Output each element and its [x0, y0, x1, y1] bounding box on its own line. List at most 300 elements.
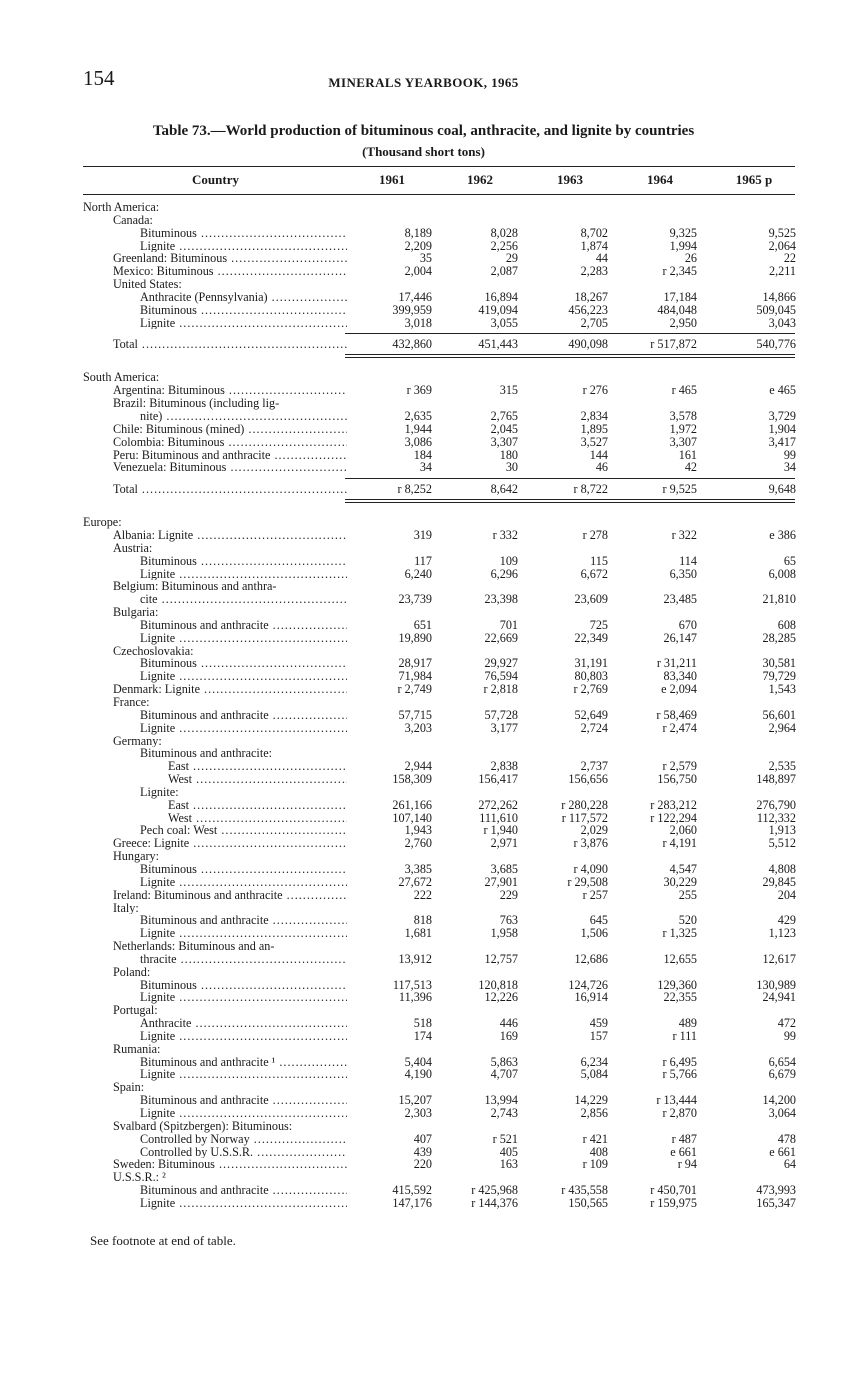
- cell-1964: 114: [679, 553, 697, 568]
- cell-1961: 432,860: [392, 337, 432, 352]
- cell-1961: 407: [413, 1131, 432, 1146]
- cell-1962: 701: [499, 617, 518, 632]
- row-label: Bituminous and anthracite .....: [140, 619, 347, 632]
- cell-1961: 8,189: [404, 225, 432, 240]
- group-row: [0, 786, 847, 799]
- table-row: [0, 683, 847, 696]
- column-header-country: Country: [192, 172, 239, 187]
- cell-1961: 11,396: [398, 990, 432, 1005]
- cell-1961: 651: [413, 617, 432, 632]
- table-row: [0, 227, 847, 240]
- cell-1961: 117,513: [392, 977, 432, 992]
- cell-1961: 6,240: [404, 566, 432, 581]
- cell-1965-p: 148,897: [756, 772, 796, 787]
- cell-1961: 2,944: [404, 759, 432, 774]
- row-label: Lignite .....: [140, 1030, 347, 1043]
- cell-1963: 44: [595, 251, 608, 266]
- cell-1965-p: 429: [777, 913, 796, 928]
- row-label: Bituminous .....: [140, 863, 347, 876]
- cell-1962: 109: [499, 553, 518, 568]
- group-label: Belgium: Bituminous and anthra-: [113, 580, 277, 594]
- cell-1963: 408: [589, 1144, 608, 1159]
- total-top-rule: [345, 478, 795, 479]
- cell-1963: 18,267: [574, 289, 608, 304]
- cell-1962: 2,743: [490, 1106, 518, 1120]
- table-row: [0, 632, 847, 645]
- cell-1962: 3,055: [490, 315, 518, 330]
- cell-1964: 156,750: [657, 772, 697, 787]
- row-label: Lignite .....: [140, 670, 347, 683]
- cell-1961: 415,592: [392, 1183, 432, 1198]
- cell-1965-p: 14,200: [762, 1093, 796, 1108]
- cell-1961: 158,309: [392, 772, 432, 787]
- row-label: Lignite .....: [140, 1107, 347, 1120]
- table-caption: Table 73.—World production of bituminous coal, anthracite, and lignite by countries: [152, 123, 695, 139]
- row-label: Anthracite .....: [140, 1017, 347, 1030]
- cell-1964: 161: [678, 447, 697, 462]
- cell-1963: 2,834: [580, 408, 608, 423]
- cell-1964: 83,340: [663, 669, 697, 684]
- cell-1961: 184: [413, 447, 432, 462]
- cell-1961: 1,943: [404, 823, 432, 838]
- running-title: MINERALS YEARBOOK, 1965: [328, 75, 519, 90]
- cell-1962: 57,728: [484, 707, 518, 722]
- cell-1962: 3,685: [490, 861, 518, 876]
- cell-1964: e 2,094: [661, 682, 697, 697]
- cell-1961: 107,140: [392, 810, 432, 825]
- cell-1964: 670: [678, 617, 697, 632]
- cell-1963: 645: [589, 913, 608, 928]
- cell-1964: r 9,525: [662, 482, 697, 497]
- cell-1964: 1,972: [669, 421, 697, 436]
- cell-1961: 319: [413, 528, 432, 543]
- cell-1962: 29,927: [484, 656, 518, 671]
- cell-1965-p: 24,941: [762, 990, 796, 1005]
- group-label: Poland:: [113, 965, 151, 979]
- table-row: [0, 291, 847, 304]
- cell-1964: 12,655: [663, 951, 697, 966]
- row-label: Ireland: Bituminous and anthracite .....: [113, 889, 347, 902]
- cell-1962: 22,669: [484, 630, 518, 645]
- cell-1962: 12,226: [484, 990, 518, 1005]
- cell-1963: 80,803: [574, 669, 608, 684]
- cell-1964: 484,048: [657, 302, 697, 317]
- row-label: Controlled by U.S.S.R. .....: [140, 1146, 347, 1159]
- cell-1965-p: 2,535: [768, 759, 796, 774]
- group-label: Portugal:: [113, 1004, 158, 1018]
- table-row: [0, 593, 847, 606]
- cell-1964: r 322: [671, 528, 697, 543]
- cell-1964: r 2,345: [662, 264, 697, 279]
- row-label: Chile: Bituminous (mined) .....: [113, 423, 347, 436]
- group-label: France:: [113, 696, 150, 709]
- cell-1965-p: 65: [783, 553, 796, 568]
- cell-1964: r 2,579: [662, 759, 697, 774]
- row-label: Bituminous and anthracite ¹ .....: [140, 1056, 347, 1069]
- cell-1961: 399,959: [392, 302, 432, 317]
- column-header-1962: 1962: [467, 172, 493, 187]
- cell-1963: 12,686: [574, 951, 608, 966]
- cell-1962: r 144,376: [471, 1195, 518, 1210]
- group-row: [0, 1120, 847, 1133]
- group-label: Bituminous and anthracite:: [140, 747, 273, 761]
- cell-1964: 26: [684, 251, 697, 266]
- cell-1962: r 521: [492, 1131, 518, 1146]
- cell-1961: 1,944: [404, 421, 432, 436]
- table-row: [0, 619, 847, 632]
- cell-1963: r 280,228: [561, 797, 608, 812]
- cell-1961: 34: [419, 460, 432, 475]
- cell-1962: 451,443: [478, 337, 518, 352]
- row-label: Bituminous and anthracite .....: [140, 1094, 347, 1107]
- cell-1964: 23,485: [663, 592, 697, 607]
- footnote: See footnote at end of table.: [90, 1233, 236, 1248]
- table-body: [0, 201, 847, 1210]
- cell-1961: 3,385: [404, 861, 432, 876]
- cell-1961: 3,086: [404, 434, 432, 449]
- group-label: Netherlands: Bituminous and an-: [113, 940, 275, 953]
- row-label: Pech coal: West .....: [140, 824, 347, 837]
- cell-1961: 2,303: [404, 1106, 432, 1120]
- row-label: Sweden: Bituminous .....: [113, 1158, 347, 1171]
- cell-1961: 35: [419, 251, 432, 266]
- cell-1962: 315: [499, 383, 518, 398]
- row-label: Lignite .....: [140, 568, 347, 581]
- cell-1962: 23,398: [484, 592, 518, 607]
- cell-1963: 31,191: [574, 656, 608, 671]
- total-double-rule: [345, 354, 795, 358]
- cell-1964: r 13,444: [656, 1093, 697, 1108]
- row-label: nite) .....: [140, 410, 347, 423]
- cell-1963: 725: [589, 617, 608, 632]
- row-label: Total .....: [113, 480, 347, 498]
- cell-1961: 4,190: [404, 1067, 432, 1082]
- cell-1964: r 517,872: [650, 337, 697, 352]
- cell-1961: 261,166: [392, 797, 432, 812]
- group-label: Bulgaria:: [113, 606, 159, 619]
- group-label: U.S.S.R.: ²: [113, 1171, 166, 1185]
- table-row: [0, 799, 847, 812]
- cell-1962: 180: [499, 447, 518, 462]
- row-label: Lignite .....: [140, 991, 347, 1004]
- table-subcaption: (Thousand short tons): [362, 144, 485, 159]
- cell-1964: 9,325: [669, 225, 697, 240]
- table-row: [0, 709, 847, 722]
- cell-1962: 16,894: [484, 289, 518, 304]
- cell-1965-p: 29,845: [762, 874, 796, 889]
- cell-1962: 30: [505, 460, 518, 475]
- table-row: [0, 1017, 847, 1030]
- cell-1961: 71,984: [398, 669, 432, 684]
- cell-1961: r 2,749: [397, 682, 432, 697]
- cell-1962: 163: [499, 1157, 518, 1172]
- row-label: Total .....: [113, 335, 347, 353]
- cell-1965-p: 130,989: [756, 977, 796, 992]
- running-head: [0, 66, 847, 102]
- cell-1962: r 1,940: [483, 823, 518, 838]
- cell-1962: 5,863: [490, 1054, 518, 1069]
- cell-1963: 156,656: [568, 772, 608, 787]
- cell-1961: 439: [413, 1144, 432, 1159]
- cell-1961: 518: [413, 1016, 432, 1031]
- row-label: Bituminous and anthracite .....: [140, 914, 347, 927]
- cell-1961: 2,209: [404, 238, 432, 253]
- row-label: Lignite .....: [140, 632, 347, 645]
- cell-1962: r 2,818: [483, 682, 518, 697]
- cell-1965-p: 5,512: [768, 836, 796, 851]
- table-row: [0, 1158, 847, 1171]
- table-row: [0, 889, 847, 902]
- cell-1964: r 111: [672, 1028, 697, 1043]
- cell-1963: 8,702: [580, 225, 608, 240]
- total-row: [0, 480, 847, 498]
- table-header: [0, 172, 847, 190]
- cell-1965-p: 2,964: [768, 720, 796, 735]
- cell-1965-p: 165,347: [756, 1195, 796, 1210]
- cell-1961: 2,004: [404, 264, 432, 279]
- row-label: Bituminous .....: [140, 657, 347, 670]
- cell-1963: r 3,876: [573, 836, 608, 851]
- cell-1965-p: 1,123: [768, 926, 796, 941]
- cell-1963: 490,098: [568, 337, 608, 352]
- row-label: Mexico: Bituminous .....: [113, 265, 347, 278]
- total-double-rule: [345, 499, 795, 503]
- cell-1963: 5,084: [580, 1067, 608, 1082]
- table-row: [0, 863, 847, 876]
- cell-1961: 1,681: [404, 926, 432, 941]
- cell-1965-p: 22: [783, 251, 796, 266]
- group-row: [0, 214, 847, 227]
- table-row: [0, 953, 847, 966]
- row-label: Lignite .....: [140, 240, 347, 253]
- cell-1964: 4,547: [669, 861, 697, 876]
- cell-1962: 76,594: [484, 669, 518, 684]
- group-label: Lignite:: [140, 785, 179, 799]
- table-row: [0, 1030, 847, 1043]
- group-label: Rumania:: [113, 1042, 161, 1056]
- cell-1964: r 5,766: [662, 1067, 697, 1082]
- group-label: Canada:: [113, 213, 153, 227]
- cell-1964: r 1,325: [662, 926, 697, 941]
- row-label: Bituminous .....: [140, 227, 347, 240]
- cell-1962: 2,087: [490, 264, 518, 279]
- cell-1963: 16,914: [574, 990, 608, 1005]
- cell-1962: 3,307: [490, 434, 518, 449]
- cell-1962: 29: [505, 251, 518, 266]
- cell-1965-p: 4,808: [768, 861, 796, 876]
- cell-1964: r 2,870: [662, 1106, 697, 1120]
- cell-1965-p: 608: [777, 617, 796, 632]
- row-label: Peru: Bituminous and anthracite .....: [113, 449, 347, 462]
- group-row: [0, 696, 847, 709]
- cell-1965-p: 1,913: [768, 823, 796, 838]
- table-row: [0, 1133, 847, 1146]
- cell-1962: 169: [499, 1028, 518, 1043]
- cell-1964: r 487: [671, 1131, 697, 1146]
- cell-1962: 272,262: [478, 797, 518, 812]
- cell-1963: 14,229: [574, 1093, 608, 1108]
- table-row: [0, 265, 847, 278]
- cell-1963: r 2,769: [573, 682, 608, 697]
- row-label: Bituminous and anthracite .....: [140, 709, 347, 722]
- row-label: Greece: Lignite .....: [113, 837, 347, 850]
- cell-1963: 1,895: [580, 421, 608, 436]
- cell-1963: 6,234: [580, 1054, 608, 1069]
- cell-1963: r 276: [582, 383, 608, 398]
- group-label: Czechoslovakia:: [113, 644, 194, 658]
- row-label: Colombia: Bituminous .....: [113, 436, 347, 449]
- table-row: [0, 722, 847, 735]
- cell-1964: 520: [678, 913, 697, 928]
- table-row: [0, 773, 847, 786]
- row-label: Argentina: Bituminous .....: [113, 384, 347, 397]
- cell-1965-p: 9,525: [768, 225, 796, 240]
- cell-1964: 3,307: [669, 434, 697, 449]
- cell-1963: 3,527: [580, 434, 608, 449]
- cell-1961: 2,635: [404, 408, 432, 423]
- row-label: West .....: [168, 773, 347, 786]
- row-label: Lignite .....: [140, 1197, 347, 1210]
- cell-1964: 2,060: [669, 823, 697, 838]
- cell-1963: 456,223: [568, 302, 608, 317]
- group-label: United States:: [113, 278, 182, 291]
- column-header-1964: 1964: [647, 172, 673, 187]
- cell-1965-p: 2,064: [768, 238, 796, 253]
- row-label: Lignite .....: [140, 876, 347, 889]
- total-top-rule: [345, 333, 795, 334]
- cell-1961: 117: [414, 553, 432, 568]
- row-label: thracite .....: [140, 953, 347, 966]
- total-row: [0, 335, 847, 353]
- section-gap: [0, 506, 847, 516]
- cell-1965-p: 21,810: [762, 592, 796, 607]
- row-label: cite .....: [140, 593, 347, 606]
- cell-1964: 17,184: [663, 289, 697, 304]
- row-label: Bituminous .....: [140, 555, 347, 568]
- cell-1965-p: 509,045: [756, 302, 796, 317]
- cell-1961: 818: [413, 913, 432, 928]
- row-label: Anthracite (Pennsylvania) .....: [140, 291, 347, 304]
- cell-1963: 115: [590, 553, 608, 568]
- row-label: Controlled by Norway .....: [140, 1133, 347, 1146]
- cell-1963: 52,649: [574, 707, 608, 722]
- cell-1962: 2,765: [490, 408, 518, 423]
- table-row: [0, 410, 847, 423]
- column-header-1963: 1963: [557, 172, 583, 187]
- table-row: [0, 1184, 847, 1197]
- cell-1965-p: 540,776: [756, 337, 796, 352]
- cell-1965-p: 14,866: [762, 289, 796, 304]
- cell-1963: r 29,508: [567, 874, 608, 889]
- page-number: 154: [83, 66, 115, 90]
- cell-1962: 1,958: [490, 926, 518, 941]
- cell-1961: 13,912: [398, 951, 432, 966]
- cell-1965-p: 276,790: [756, 797, 796, 812]
- cell-1965-p: 34: [783, 460, 796, 475]
- cell-1962: 3,177: [490, 720, 518, 735]
- group-row: [0, 278, 847, 291]
- cell-1965-p: 473,993: [756, 1183, 796, 1198]
- cell-1962: 8,642: [490, 482, 518, 497]
- cell-1963: 144: [589, 447, 608, 462]
- cell-1965-p: 99: [783, 447, 796, 462]
- cell-1965-p: 1,543: [768, 682, 796, 697]
- cell-1961: 3,203: [404, 720, 432, 735]
- cell-1963: r 109: [582, 1157, 608, 1172]
- cell-1965-p: 6,679: [768, 1067, 796, 1082]
- cell-1961: 17,446: [398, 289, 432, 304]
- cell-1961: 2,760: [404, 836, 432, 851]
- cell-1964: 6,350: [669, 566, 697, 581]
- group-label: Austria:: [113, 541, 153, 555]
- cell-1963: 2,283: [580, 264, 608, 279]
- cell-1962: 2,045: [490, 421, 518, 436]
- group-row: [0, 542, 847, 555]
- row-label: Bituminous .....: [140, 979, 347, 992]
- table-row: [0, 876, 847, 889]
- cell-1964: 489: [678, 1016, 697, 1031]
- table-row: [0, 304, 847, 317]
- cell-1965-p: 112,332: [756, 810, 796, 825]
- cell-1965-p: 30,581: [762, 656, 796, 671]
- cell-1961: 3,018: [404, 315, 432, 330]
- cell-1962: 4,707: [490, 1067, 518, 1082]
- cell-1963: 2,724: [580, 720, 608, 735]
- cell-1963: 1,874: [580, 238, 608, 253]
- group-row: [0, 201, 847, 214]
- cell-1965-p: 3,064: [768, 1106, 796, 1120]
- cell-1962: 763: [499, 913, 518, 928]
- group-label: Europe:: [83, 516, 122, 530]
- cell-1964: r 4,191: [662, 836, 697, 851]
- cell-1965-p: 9,648: [768, 482, 796, 497]
- cell-1965-p: 2,211: [769, 264, 796, 279]
- cell-1965-p: 3,729: [768, 408, 796, 423]
- cell-1963: 150,565: [568, 1195, 608, 1210]
- group-label: Brazil: Bituminous (including lig-: [113, 397, 280, 410]
- cell-1964: 2,950: [669, 315, 697, 330]
- cell-1963: 46: [595, 460, 608, 475]
- cell-1963: r 117,572: [561, 810, 608, 825]
- cell-1963: 6,672: [580, 566, 608, 581]
- row-label: Lignite .....: [140, 1068, 347, 1081]
- header-top-rule: [83, 166, 795, 167]
- table-row: [0, 461, 847, 474]
- group-row: [0, 735, 847, 748]
- cell-1964: 42: [684, 460, 697, 475]
- table-row: [0, 555, 847, 568]
- cell-1963: r 278: [582, 528, 608, 543]
- cell-1962: 229: [499, 887, 518, 902]
- group-label: Svalbard (Spitzbergen): Bituminous:: [113, 1119, 293, 1133]
- group-row: [0, 940, 847, 953]
- cell-1965-p: 1,904: [768, 421, 796, 436]
- table-row: [0, 927, 847, 940]
- cell-1962: 13,994: [484, 1093, 518, 1108]
- cell-1964: 30,229: [663, 874, 697, 889]
- group-label: Spain:: [113, 1081, 145, 1095]
- cell-1964: 129,360: [657, 977, 697, 992]
- cell-1965-p: 472: [777, 1016, 796, 1031]
- table-row: [0, 423, 847, 436]
- cell-1964: r 450,701: [650, 1183, 697, 1198]
- table-row: [0, 1107, 847, 1120]
- cell-1965-p: 6,008: [768, 566, 796, 581]
- cell-1965-p: 28,285: [762, 630, 796, 645]
- cell-1962: 2,838: [490, 759, 518, 774]
- cell-1963: r 435,558: [561, 1183, 608, 1198]
- cell-1965-p: 64: [783, 1157, 796, 1172]
